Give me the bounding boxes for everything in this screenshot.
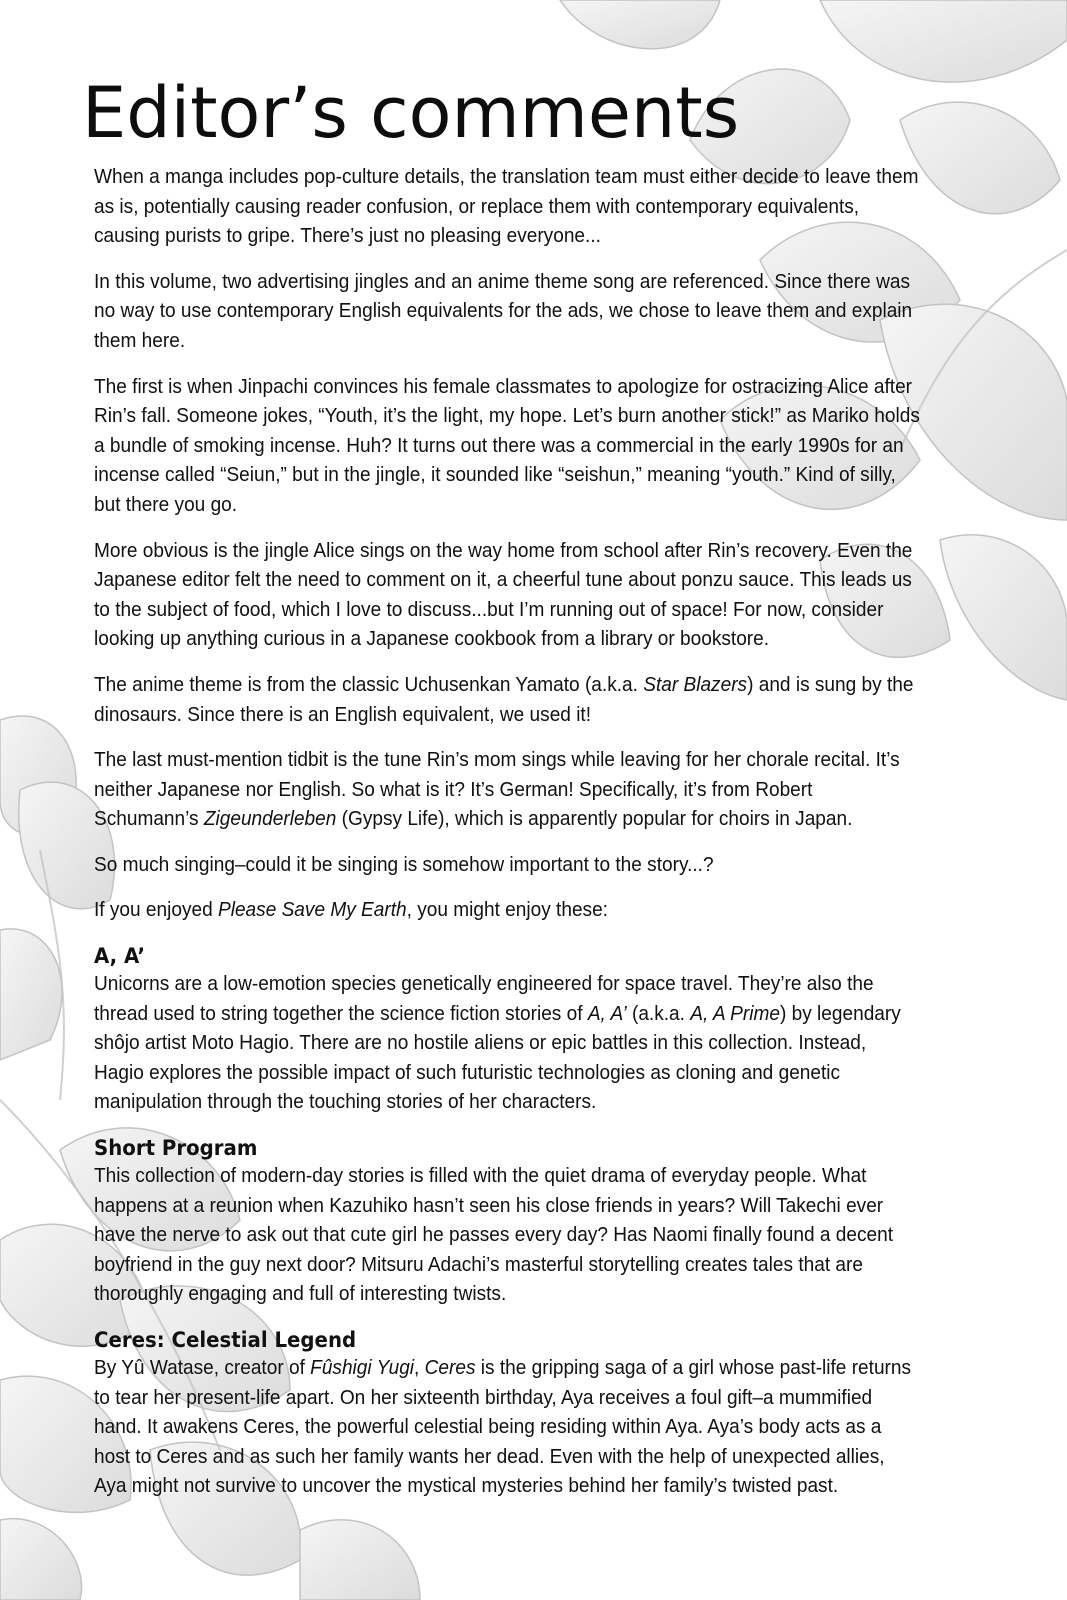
paragraph-incense <box>94 373 921 521</box>
paragraph-text: When a manga includes pop-culture details, the translation team must either decide to leave them as is, potentially causing reader confusion, or replace them with contemporary equivalents, causing purists to gripe. There’s just no pleasing everyone... <box>94 166 919 248</box>
recommendation-title: Short Program <box>94 1136 258 1161</box>
title-ceres: Ceres <box>424 1357 476 1379</box>
description-text: (a.k.a. <box>626 1002 691 1025</box>
description-text: is the gripping saga of a girl whose past-life returns to tear her present-life apart. On her sixteenth birthday, Aya receives a foul gift–a mummified hand. It awakens Ceres, the powerful celestial being residing within Aya. Aya’s body acts as a host to Ceres and as such her family wants her dead. Even with the help of unexpected allies, Aya might not survive to uncover the mystical mysteries behind her family’s twisted past. <box>94 1357 912 1498</box>
paragraph-if-you-enjoyed <box>94 896 921 926</box>
paragraph-text: The anime theme is from the classic Uchusenkan Yamato (a.k.a. <box>94 673 644 696</box>
page-title: Editor’s comments <box>82 72 740 154</box>
title-star-blazers: Star Blazers <box>643 673 748 696</box>
recommendation-ceres <box>94 1326 921 1502</box>
paragraph-text: If you enjoyed <box>94 899 219 922</box>
paragraph-text: In this volume, two advertising jingles and an anime theme song are referenced. Since there was no way to use contemporary English equivalents for the ads, we chose to leave them and explain them here. <box>94 270 913 352</box>
recommendation-title: A, A’ <box>94 944 145 969</box>
title-a-a-prime-alt: A, A Prime <box>690 1002 780 1025</box>
description-text: By Yû Watase, creator of <box>94 1357 311 1379</box>
recommendation-description <box>94 1354 921 1502</box>
paragraph-intro <box>94 163 921 252</box>
description-text: , <box>414 1357 425 1379</box>
description-text: This collection of modern-day stories is filled with the quiet drama of everyday people. What happens at a reunion when Kazuhiko hasn’t seen his close friends in years? Will Takechi ever have the nerve to ask out that cute girl he passes every day? Has Naomi finally found a decent boyfriend in the guy next door? Mitsuru Adachi’s masterful storytelling creates tales that are thoroughly engaging and full of interesting twists. <box>94 1165 894 1306</box>
paragraph-singing <box>94 851 921 881</box>
paragraph-text: ) and is sung by the dinosaurs. Since there is an English equivalent, we used it! <box>94 673 914 726</box>
paragraph-ponzu <box>94 537 921 655</box>
paragraph-anime-theme <box>94 671 921 730</box>
paragraph-text: The first is when Jinpachi convinces his female classmates to apologize for ostracizing Alice after Rin’s fall. Someone jokes, “Youth, it’s the light, my hope. Let’s burn another stick!” as Mariko holds a bundle of smoking incense. Huh? It turns out there was a commercial in the early 1990s for an incense called “Seiun,” but in the jingle, it sounded like “seishun,” meaning “youth.” Kind of silly, but there you go. <box>94 375 920 516</box>
title-please-save-my-earth: Please Save My Earth <box>218 899 407 922</box>
paragraph-jingles <box>94 268 921 357</box>
paragraph-text: (Gypsy Life), which is apparently popular for choirs in Japan. <box>336 808 853 831</box>
recommendation-a-a-prime <box>94 942 921 1118</box>
recommendation-title: Ceres: Celestial Legend <box>94 1328 357 1352</box>
paragraph-text: The last must-mention tidbit is the tune Rin’s mom sings while leaving for her chorale recital. It’s neither Japanese nor English. So what is it? It’s German! Specifically, it’s from Robert Schumann’s <box>94 749 900 831</box>
description-text: ) by legendary shôjo artist Moto Hagio. There are no hostile aliens or epic battles in this collection. Instead, Hagio explores the possible impact of such futuristic technologies as cloning and genetic manipulation through the touching stories of her characters. <box>94 1002 901 1114</box>
recommendation-description <box>94 970 921 1118</box>
paragraph-text: So much singing–could it be singing is somehow important to the story...? <box>94 853 714 876</box>
recommendation-short-program <box>94 1134 921 1310</box>
paragraph-german-song <box>94 746 921 835</box>
paragraph-text: , you might enjoy these: <box>406 899 608 922</box>
title-a-a-prime: A, A’ <box>587 1002 627 1025</box>
description-text: Unicorns are a low-emotion species genetically engineered for space travel. They’re also the thread used to string together the science fiction stories of <box>94 973 874 1025</box>
recommendation-description <box>94 1162 921 1310</box>
paragraph-text: More obvious is the jingle Alice sings on the way home from school after Rin’s recovery. Even the Japanese editor felt the need to comment on it, a cheerful tune about ponzu sauce. This leads us to the subject of food, which I love to discuss...but I’m running out of space! For now, consider looking up anything curious in a Japanese cookbook from a library or bookstore. <box>94 539 913 651</box>
title-zigeunderleben: Zigeunderleben <box>203 808 337 831</box>
title-fushigi-yugi: Fûshigi Yugi <box>310 1357 415 1379</box>
article-body <box>94 163 921 1518</box>
